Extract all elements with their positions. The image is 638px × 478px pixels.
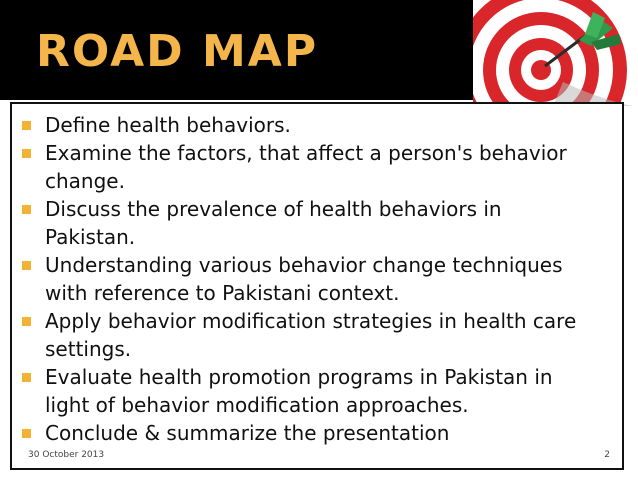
list-item	[22, 139, 622, 195]
bullet-square-icon	[22, 373, 31, 382]
content-frame	[10, 102, 624, 470]
footer-date: 30 October 2013	[28, 450, 105, 460]
bullet-text: Define health behaviors.	[45, 113, 291, 137]
bullet-square-icon	[22, 429, 31, 438]
bullet-square-icon	[22, 149, 31, 158]
list-item	[22, 363, 622, 419]
bullet-list	[22, 111, 622, 447]
bullet-text: Discuss the prevalence of health behaviors in Pakistan.	[45, 197, 502, 249]
bullet-text: Apply behavior modification strategies in health care settings.	[45, 309, 577, 361]
bullet-square-icon	[22, 261, 31, 270]
bullet-text: Examine the factors, that affect a person's behavior change.	[45, 141, 567, 193]
list-item	[22, 307, 622, 363]
bullet-square-icon	[22, 205, 31, 214]
bullet-square-icon	[22, 121, 31, 130]
bullet-text: Evaluate health promotion programs in Pakistan in light of behavior modification approaches.	[45, 365, 553, 417]
slide-title: ROAD MAP	[36, 26, 319, 77]
bullet-square-icon	[22, 317, 31, 326]
page-number: 2	[604, 450, 610, 460]
bullet-text: Conclude & summarize the presentation	[45, 421, 450, 445]
bullet-text: Understanding various behavior change techniques with reference to Pakistani context.	[45, 253, 563, 305]
list-item	[22, 419, 622, 447]
list-item	[22, 251, 622, 307]
list-item	[22, 195, 622, 251]
dart-target-icon	[473, 0, 638, 106]
list-item	[22, 111, 622, 139]
